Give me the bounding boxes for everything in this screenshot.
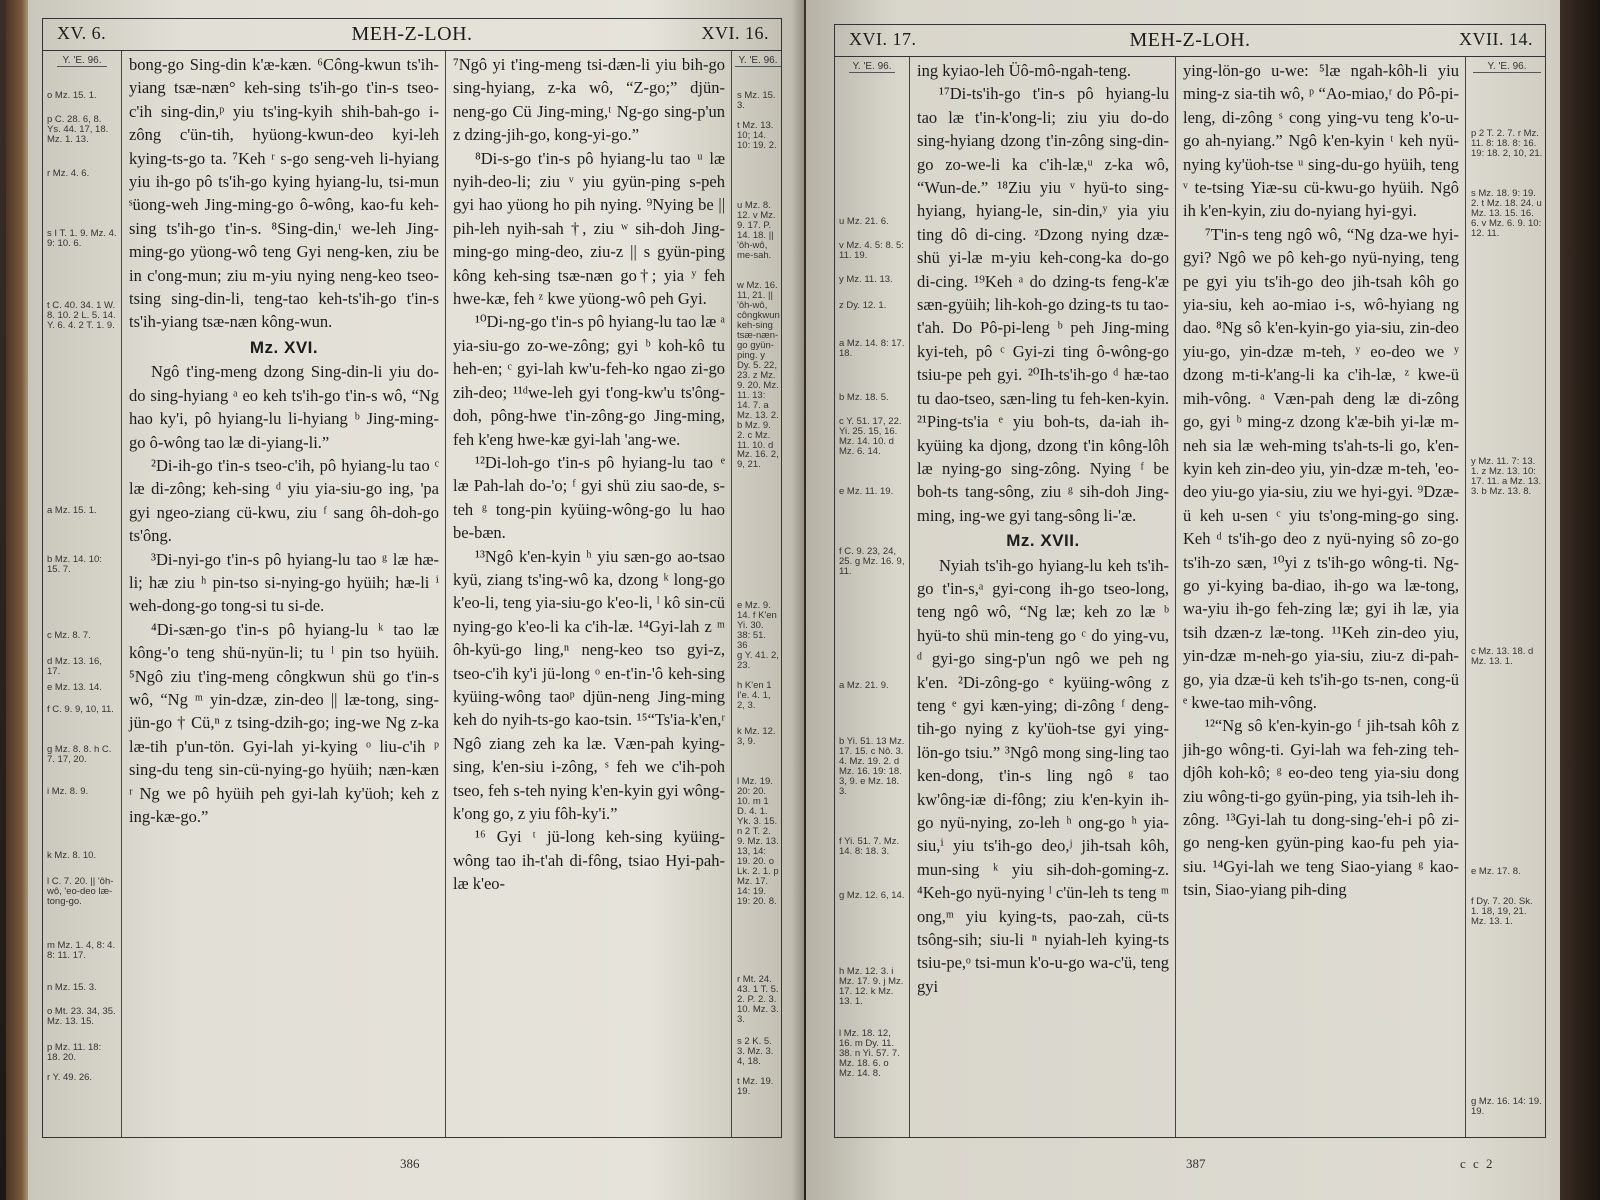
- cross-reference: y Mz. 11. 7: 13. 1. z Mz. 13. 10: 17. 11. a Mz. 13. 3. b Mz. 13. 8.: [1471, 456, 1542, 497]
- ref-column-head: Y. 'E. 96.: [57, 51, 107, 67]
- cross-reference: s Mz. 15. 3.: [737, 90, 776, 111]
- cross-reference: l Mz. 18. 12, 16. m Dy. 11. 38. n Yi. 57. 7. Mz. 18. 6. o Mz. 14. 8.: [839, 1028, 900, 1079]
- cross-reference: i Mz. 8. 9.: [47, 786, 89, 797]
- cross-reference: e Mz. 9. 14. f K'en Yi. 30. 38: 51. 36: [737, 600, 777, 651]
- column-rule: [1175, 57, 1176, 1137]
- cross-reference: k Mz. 12. 3, 9.: [737, 726, 776, 747]
- paragraph: ¹²“Ng sô k'en-kyin-go ᶠ jih-tsah kôh z jih-go wông-ti. Gyi-lah wa feh-zing teh-djôh koh-kô; ᵍ eo-deo teng yia-siu dong ziu wông-ti-go gyün-ping, yia tsih-leh ih-zông. ¹³Gyi-lah tu dong-sing-'eh-i pô zi-go neng-ken gyün-ping kao-fu peh yia-siu. ¹⁴Gyi-lah we teng Siao-yiang ᵍ kao-tsin, Siao-yiang pih-ding: [1183, 716, 1459, 900]
- right-page-margin-refs-inner: [835, 57, 909, 1137]
- right-page: [806, 0, 1564, 1200]
- page-number: 387: [1186, 1156, 1206, 1171]
- cross-reference: o Mt. 23. 34, 35. Mz. 13. 15.: [47, 1006, 116, 1027]
- paragraph: ¹²Di-loh-go t'in-s pô hyiang-lu tao ᵉ læ Pah-lah do-'o; ᶠ gyi shü ziu sao-de, s-teh ᵍ tong-pin kyüing-wông-go lu hao be-bæn.: [453, 452, 725, 543]
- left-page-text-column-1: [123, 51, 443, 1137]
- paragraph: ³Di-nyi-go t'in-s pô hyiang-lu tao ᵍ læ hæ-li; hæ ziu ʰ pin-tso si-nying-go hyüih; hæ-li ⁱ weh-dong-go tong-si tu si-de.: [129, 549, 439, 616]
- ref-column-head: Y. 'E. 96.: [849, 57, 895, 73]
- cross-reference: p 2 T. 2. 7. r Mz. 11. 8: 18. 8: 16. 19: 18. 2, 10, 21.: [1471, 128, 1543, 159]
- right-page-frame: [834, 24, 1546, 1138]
- paragraph: ¹⁶ Gyi ᵗ jü-long keh-sing kyüing-wông tao ih-t'ah di-fông, tsiao Hyi-pah-læ k'eo-: [453, 827, 725, 894]
- left-header-title: MEH-Z-LOH.: [351, 23, 473, 45]
- left-header-chapter-verse: XV. 6.: [57, 23, 107, 43]
- cross-reference: z Dy. 12. 1.: [839, 300, 887, 311]
- left-running-header: [43, 19, 781, 51]
- column-rule: [731, 51, 732, 1137]
- cross-reference: g Mz. 16. 14: 19. 19.: [1471, 1096, 1542, 1117]
- column-rule: [445, 51, 446, 1137]
- paragraph: ing kyiao-leh Üô-mô-ngah-teng.: [917, 61, 1131, 80]
- paragraph: bong-go Sing-din k'æ-kæn. ⁶Công-kwun ts'ih-yiang tsæ-næn° keh-sing ts'ih-go t'in-s tseo-c'ih sing-din,ᵖ yiu ts'ing-kyih shih-bah-go i-zông c'ün-tih, hyüong-kwun-deo kyi-leh kying-ts-go ta. ⁷Keh ʳ s-go seng-veh li-hyiang yiu ih-go pô ts'ih-go kying hyiang-lu, tsi-mun ˢüong-weh Jing-ming-go ô-wông, kao-fu keh-sing ts'ih-go t'in-s. ⁸Sing-din,ᵗ we-leh Jing-ming-go yüong-wô teng Gyi neng-ken, ziu be in c'ong-mun; ziu m-yiu nying neng-keo tseo-tsing sing-din-li, teng-tao keh-ts'ih-go t'in-s ts'ih-yiang tsæ-næn kông-wun.: [129, 55, 439, 332]
- cross-reference: f C. 9. 23, 24, 25. g Mz. 16. 9, 11.: [839, 546, 905, 577]
- cross-reference: a Mz. 15. 1.: [47, 505, 97, 516]
- paragraph: ²Di-ih-go t'in-s tseo-c'ih, pô hyiang-lu tao ᶜ læ di-zông; keh-sing ᵈ yiu yia-siu-go ing, 'pa gyi ngeo-ziang cü-kwu, ziu ᶠ sang ôh-doh-go ts'ông.: [129, 455, 439, 546]
- paragraph: ¹³Ngô k'en-kyin ʰ yiu sæn-go ao-tsao kyü, ziang ts'ing-wô ka, dzong ᵏ long-go k'eo-li, teng yia-siu-go k'eo-li, ˡ kô sin-cü nying-go k'eo-li ka c'ih-læ. ¹⁴Gyi-lah z ᵐ ôh-kyü-go ling,ⁿ neng-keo tso gyi-z, tseo-c'ih ky'i jü-long ᵒ en-t'in-'ô keh-sing kyüing-wông taoᵖ djün-neng Jing-ming keh do nyih-ts-go kao-tsin. ¹⁵“Ts'ia-k'en,ʳ Ngô ziang zeh ka læ. Væn-pah kying-sing, k'en-siu i-zông, ˢ feh we c'ih-poh tseo, feh s-teh nying k'en-kyin gyi wông-k'ong go, z yiu fôh-ky'i.”: [453, 546, 725, 823]
- right-header-chapter-verse: XVI. 17.: [849, 29, 917, 49]
- left-page: [28, 0, 804, 1200]
- cross-reference: b Yi. 51. 13 Mz. 17. 15. c Nô. 3. 4. Mz. 19. 2. d Mz. 16. 19: 18. 3, 9. e Mz. 18. 3.: [839, 736, 905, 797]
- signature-mark: c c 2: [1460, 1156, 1495, 1171]
- cross-reference: a Mz. 21. 9.: [839, 680, 889, 691]
- cross-reference: b Mz. 18. 5.: [839, 392, 889, 403]
- cross-reference: t Mz. 19. 19.: [737, 1076, 774, 1097]
- cross-reference: t Mz. 13. 10; 14. 10: 19. 2.: [737, 120, 777, 151]
- ref-column-head: Y. 'E. 96.: [1473, 57, 1541, 73]
- right-page-text-column-1: [911, 57, 1173, 1137]
- right-running-header: [835, 25, 1545, 57]
- cross-reference: b Mz. 14. 10: 15. 7.: [47, 554, 102, 575]
- ref-column-head: Y. 'E. 96.: [735, 51, 781, 67]
- right-header-title: MEH-Z-LOH.: [1129, 29, 1251, 51]
- cross-reference: s Mz. 18. 9: 19. 2. t Mz. 18. 24. u Mz. 13. 15. 16. 6. v Mz. 6. 9. 10: 12. 11.: [1471, 188, 1542, 239]
- right-header-chapter-verse-end: XVII. 14.: [1459, 29, 1533, 49]
- cross-reference: e Mz. 13. 14.: [47, 682, 102, 693]
- paragraph: Nyiah ts'ih-go hyiang-lu keh ts'ih-go t'in-s,ᵃ gyi-cong ih-go tseo-long, teng ngô wô, “Ng læ; keh zo læ ᵇ hyü-to shü min-teng go ᶜ do ying-vu, ᵈ gyi-go sing-p'un ngô we peh ng k'en. ²Di-zông-go ᵉ kyüing-wông z teng ᵉ gyi kæn-ying; di-zông ᶠ deng-tih-go nying z ky'üoh-tse gyi ying-lön-go tsiu.” ³Ngô mong sing-ling tao ken-dong, t'in-s ling ngô ᵍ tao kw'ông-iæ di-fông; ziu k'en-kyin ih-go nyü-nying, zo-leh ʰ ong-go ʰ yia-siu,ⁱ yiu ts'ih-go deo,ʲ jih-tsah kôh, mun-sing ᵏ yiu sih-doh-goming-z. ⁴Keh-go nyü-nying ˡ c'ün-leh ts teng ᵐ ong,ᵐ yiu kying-ts, pao-zah, cü-ts tsông-sih; siu-li ⁿ nyiah-leh kying-ts tsiu-pe,ᵒ tsi-mun k'o-u-go wa-c'ü, teng gyi: [917, 555, 1169, 996]
- cross-reference: r Y. 49. 26.: [47, 1072, 93, 1083]
- cross-reference: o Mz. 15. 1.: [47, 90, 97, 101]
- cross-reference: g Y. 41. 2, 23.: [737, 650, 779, 671]
- paragraph: ¹⁷Di-ts'ih-go t'in-s pô hyiang-lu tao læ t'in-k'ong-li; ziu yiu do-do sing-hyiang dzong t'in-zông sing-din-go zo-we-li ka c'ih-læ,ᵘ z-ka wô, “Wun-de.” ¹⁸Ziu yiu ᵛ hyü-to sing-hyiang, hyiang-le, sin-din,ʸ yia yiu ting dô di-cing. ᶻDzong nying dzæ-shü yi-læ m-yiu keh-cong-ka do-go di-cing. ¹⁹Keh ᵃ do dzing-ts feng-k'æ sæn-gyüih; lih-koh-go dzing-ts tu tao-t'ah. Do Pô-pi-leng ᵇ peh Jing-ming kyi-teh, pô ᶜ Gyi-zi ting ô-wông-go tsiu-pe peh gyi. ²⁰Ih-ts'ih-go ᵈ hæ-tao tu dao-tseo, sæn-ling tu feh-ken-kyin. ²¹Ping-ts'ia ᵉ yiu boh-ts, da-iah ih-kyüing ka djong, dzong t'in kông-lôh læ nying-go sing-zông. Nying ᶠ be boh-ts tang-sông, ziu ᵍ sih-doh Jing-ming, ing-we gyi tang-sông li-'æ.: [917, 84, 1169, 525]
- cross-reference: r Mz. 4. 6.: [47, 168, 90, 179]
- cross-reference: w Mz. 16. 11, 21. || 'ôh-wô, côngkwun keh-sing tsæ-næn-go gyün-ping. y Dy. 5. 22, 23. z Mz. 9. 20. Mz. 11. 13: 14. 7. a Mz. 13. 2. b Mz. 9. 2. c Mz. 11. 10. d Mz. 16. 2, 9, 21.: [737, 280, 780, 471]
- cross-reference: m Mz. 1. 4, 8: 4. 8: 11. 17.: [47, 940, 116, 961]
- left-page-margin-refs-outer: [43, 51, 121, 1137]
- paragraph: ⁷Ngô yi t'ing-meng tsi-dæn-li yiu bih-go sing-hyiang, z-ka wô, “Z-go;” djün-neng-go Cü Jing-ming,ᵗ Ng-go sing-p'un z dzing-jih-go, kong-yi-go.”: [453, 55, 725, 145]
- cross-reference: e Mz. 17. 8.: [1471, 866, 1521, 877]
- right-page-text-column-2: [1177, 57, 1463, 1137]
- column-rule: [1465, 57, 1466, 1137]
- cross-reference: p C. 28. 6, 8. Ys. 44. 17, 18. Mz. 1. 13.: [47, 114, 109, 145]
- cross-reference: s I T. 1. 9. Mz. 4. 9: 10. 6.: [47, 228, 117, 249]
- paragraph: ⁷T'in-s teng ngô wô, “Ng dza-we hyi-gyi? Ngô we pô keh-go nyü-nying, teng pe gyi yiu ts'ih-go deo jih-tsah kôh go yia-siu, keh ao-miao i-s, wô-hyiang ng dao. ⁸Ng sô k'en-kyin-go yia-siu, zin-deo yiu-go, yin-dzæ m-teh, ʸ eo-deo we ʸ dzong m-ti-k'ang-li ka c'ih-læ, ᶻ kwe-ü mih-vông. ᵃ Væn-pah deng læ di-zông go, gyi ᵇ ming-z dzong k'æ-bih yi-læ m-neh sia læ weh-ming ts'ah-ts-li go, k'en-kyin keh zin-deo yiu, yin-dzæ m-teh, 'eo-deo yiu-go yia-siu, ziu we hyi-gyi. ⁹Dzæ-ü keh u-sen ᶜ yiu ts'ong-ming-go sing. Keh ᵈ ts'ih-go deo z nyü-nying sô zo-go ts'ih-zo sæn, ¹⁰yi z ts'ih-go wông-ti. Ng-go yi-kying ba-diao, ih-go wa læ-tong, wa-yiu ih-go feh-zing læ; gyi ih læ, yia tsih dzæn-z læ-tong. ¹¹Keh zin-deo yiu, yin-dzæ m-neh-go yia-siu, ziu-z di-pah-go, yia dzæ-ü keh ts'ih-go ts-nen, cong-ü ᵉ kwe-tao mih-vông.: [1183, 224, 1459, 712]
- left-page-margin-refs-inner: [733, 51, 783, 1137]
- column-rule: [121, 51, 122, 1137]
- page-number: 386: [400, 1156, 420, 1171]
- cross-reference: k Mz. 8. 10.: [47, 850, 97, 861]
- cross-reference: g Mz. 12. 6, 14.: [839, 890, 905, 901]
- cross-reference: u Mz. 8. 12. v Mz. 9. 17. P. 14. 18. || 'ôh-wô, me-sah.: [737, 200, 776, 261]
- cross-reference: p Mz. 11. 18: 18. 20.: [47, 1042, 102, 1063]
- column-rule: [909, 57, 910, 1137]
- paragraph: Ngô t'ing-meng dzong Sing-din-li yiu do-do sing-hyiang ᵃ eo keh ts'ih-go t'in-s wô, “Ng hao ky'i, pô hyiang-lu li-hyiang ᵇ Jing-ming-go ô-wông tao læ di-yiang-li.”: [129, 362, 439, 452]
- chapter-heading: Mz. XVI.: [249, 337, 319, 357]
- cross-reference: h Mz. 12. 3. i Mz. 17. 9. j Mz. 17. 12. k Mz. 13. 1.: [839, 966, 904, 1007]
- left-page-text-column-2: [447, 51, 729, 1137]
- right-page-margin-refs-outer: [1467, 57, 1547, 1137]
- cross-reference: u Mz. 21. 6.: [839, 216, 889, 227]
- paragraph: ¹⁰Di-ng-go t'in-s pô hyiang-lu tao læ ᵃ yia-siu-go zo-we-zông; gyi ᵇ koh-kô tu heh-en; ᶜ gyi-lah kw'u-feh-ko ngao zi-go zih-deo; ¹¹ᵈwe-leh gyi t'ong-kw'u ts'ông-doh, pông-hwe t'in-zông-go Jing-ming, feh k'eng hwe-kæ gyi-lah 'ang-we.: [453, 312, 725, 449]
- paragraph: ⁸Di-s-go t'in-s pô hyiang-lu tao ᵘ læ nyih-deo-li; ziu ᵛ yiu gyün-ping s-peh gyi hao yüong ho pih nying. ⁹Nying be || pih-leh nyih-sah †, ziu ʷ sih-doh Jing-ming-go ming-deo, ziu-z || s gyün-ping kông keh-sing tsæ-næn go†; yia ʸ feh hwe-kæ, feh ᶻ kwe yüong-wô peh Gyi.: [453, 148, 725, 309]
- cross-reference: n Mz. 15. 3.: [47, 982, 97, 993]
- cross-reference: f C. 9. 9, 10, 11.: [47, 704, 114, 715]
- cross-reference: s 2 K. 5. 3. Mz. 3. 4, 18.: [737, 1036, 774, 1067]
- cross-reference: f Dy. 7. 20. Sk. 1. 18, 19, 21. Mz. 13. 1.: [1471, 896, 1533, 927]
- cross-reference: a Mz. 14. 8: 17. 18.: [839, 338, 905, 359]
- cross-reference: c Mz. 13. 18. d Mz. 13. 1.: [1471, 646, 1534, 667]
- chapter-heading: Mz. XVII.: [1006, 531, 1080, 551]
- cross-reference: l C. 7. 20. || 'ôh-wô, 'eo-deo læ-tong-go.: [47, 876, 114, 907]
- book-cover-edge-right: [1560, 0, 1600, 1200]
- paragraph: ying-lön-go u-we: ⁵læ ngah-kôh-li yiu ming-z sia-tih wô, ᵖ “Ao-miao,ʳ do Pô-pi-leng, di-zông ˢ cong ying-vu teng k'o-u-go ah-nyiang.” Ngô k'en-kyin ᵗ keh nyü-nying ky'üoh-tse ᵘ sing-du-go hyüih, teng ᵛ te-tsing Yiæ-su cü-kwu-go hyüih. Ngô ih k'en-kyin, ziu do-nyiang hyi-gyi.: [1183, 61, 1459, 221]
- cross-reference: c Mz. 8. 7.: [47, 630, 91, 641]
- left-header-chapter-verse-end: XVI. 16.: [701, 23, 769, 43]
- cross-reference: v Mz. 4. 5: 8. 5: 11. 19.: [839, 240, 904, 261]
- cross-reference: c Y. 51. 17, 22. Yi. 25. 15, 16. Mz. 14. 10. d Mz. 6. 14.: [839, 416, 902, 457]
- cross-reference: e Mz. 11. 19.: [839, 486, 894, 497]
- left-page-frame: [42, 18, 782, 1138]
- cross-reference: h K'en 1 I'e. 4. 1, 2, 3.: [737, 680, 772, 711]
- cross-reference: t C. 40. 34. 1 W. 8. 10. 2 L. 5. 14. Y. 6. 4. 2 T. 1. 9.: [47, 300, 116, 331]
- cross-reference: y Mz. 11. 13.: [839, 274, 893, 285]
- paragraph: ⁴Di-sæn-go t'in-s pô hyiang-lu ᵏ tao læ kông-'o teng shü-nyün-li; tu ˡ pin tso hyüih. ⁵Ngô ziu t'ing-meng côngkwun shü go t'in-s wô, “Ng ᵐ yin-dzæ, zin-deo || læ-tong, sing-jün-go † Cü,ⁿ z tsing-dzih-go; ing-we Ng z-ka læ-tih p'un-tön. Gyi-lah yi-kying ᵒ liu-c'ih ᵖ sing-du teng sin-cü-nying-go hyüih; næn-kæn ʳ Ng we pô hyüih peh gyi-lah ky'üoh; keh z ing-kæ-go.”: [129, 619, 439, 826]
- cross-reference: r Mt. 24. 43. 1 T. 5. 2. P. 2. 3. 10. Mz. 3. 3.: [737, 974, 779, 1025]
- cross-reference: d Mz. 13. 16, 17.: [47, 656, 102, 677]
- cross-reference: g Mz. 8. 8. h C. 7. 17, 20.: [47, 744, 112, 765]
- cross-reference: l Mz. 19. 20: 20. 10. m 1 D. 4. 1. Yk. 3. 15. n 2 T. 2. 9. Mz. 13. 13, 14: 19. 20. o Lk. 2. 1. p Mz. 17. 14: 19. 19: 20. 8.: [737, 776, 779, 907]
- cross-reference: f Yi. 51. 7. Mz. 14. 8: 18. 3.: [839, 836, 900, 857]
